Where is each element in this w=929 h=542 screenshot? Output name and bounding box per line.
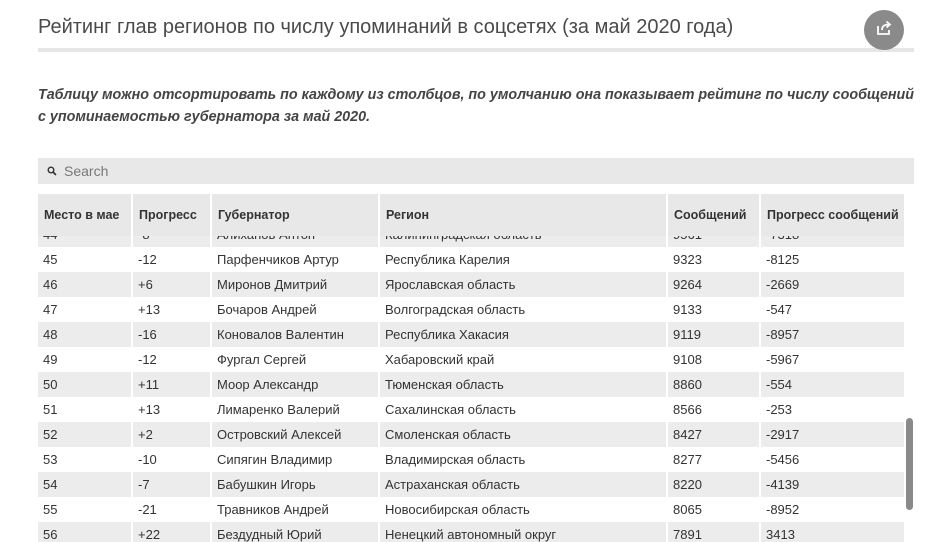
cell-place: 53 [38, 447, 133, 472]
column-header-governor[interactable]: Губернатор [212, 194, 380, 236]
table-row [38, 272, 904, 297]
title-divider [38, 48, 914, 52]
column-header-progress[interactable]: Прогресс [133, 194, 212, 236]
cell-progress: +2 [133, 422, 212, 447]
cell-messages-progress: -554 [761, 372, 904, 397]
cell-place: 54 [38, 472, 133, 497]
cell-place: 48 [38, 322, 133, 347]
table-row [38, 497, 904, 522]
cell-governor: Островский Алексей [212, 422, 380, 447]
cell-messages-progress: -5967 [766, 352, 800, 367]
cell-governor: Бабушкин Игорь [212, 472, 380, 497]
cell-messages: 9323 [668, 247, 761, 272]
cell-messages-progress: -5456 [766, 452, 800, 467]
cell-messages-progress: -4139 [761, 472, 904, 497]
share-button[interactable] [864, 10, 904, 50]
table-scrollbar[interactable] [906, 418, 913, 510]
cell-progress: +22 [133, 522, 212, 542]
description: Таблицу можно отсортировать по каждому из столбцов, по умолчанию она показывает рейтинг по числу сообщений с упоминаемостью губернатора за май 2020. [38, 87, 914, 125]
cell-messages-progress: -2669 [761, 272, 904, 297]
cell-progress: +6 [133, 272, 212, 297]
cell-place: 46 [38, 272, 133, 297]
data-table [38, 194, 904, 542]
cell-region: Астраханская область [380, 472, 668, 497]
table-row [38, 472, 904, 497]
cell-region: Волгоградская область [380, 297, 668, 322]
search-input[interactable] [64, 163, 844, 179]
cell-region: Хабаровский край [380, 347, 668, 372]
cell-progress: +13 [133, 397, 212, 422]
table-header [38, 194, 904, 236]
cell-governor: Лимаренко Валерий [212, 397, 380, 422]
table-row [38, 422, 904, 447]
cell-region: Ненецкий автономный округ [380, 522, 668, 542]
cell-messages: 8427 [668, 422, 761, 447]
column-header-region[interactable]: Регион [380, 194, 668, 236]
cell-messages: 9133 [668, 297, 761, 322]
cell-messages: 9264 [668, 272, 761, 297]
table-row [38, 347, 904, 372]
table-row [38, 397, 904, 422]
cell-messages-progress: -253 [766, 402, 793, 417]
cell-progress: -16 [133, 322, 212, 347]
cell-governor: Парфенчиков Артур [212, 247, 380, 272]
cell-progress: +13 [133, 297, 212, 322]
cell-messages: 9119 [668, 322, 761, 347]
column-header-messages-progress[interactable]: Прогресс сообщений [767, 208, 899, 222]
cell-messages: 8277 [668, 447, 761, 472]
table-row [38, 322, 904, 347]
cell-region: Новосибирская область [380, 497, 668, 522]
cell-messages: 8220 [668, 472, 761, 497]
column-header-place[interactable]: Место в мае [38, 194, 133, 236]
cell-messages-progress: -8952 [766, 502, 800, 517]
cell-place: 52 [38, 422, 133, 447]
cell-governor: Сипягин Владимир [212, 447, 380, 472]
cell-progress: -21 [133, 497, 212, 522]
cell-place: 56 [38, 522, 133, 542]
cell-messages: 8860 [668, 372, 761, 397]
cell-place: 49 [38, 347, 133, 372]
column-header-messages[interactable]: Сообщений [668, 194, 761, 236]
share-icon [875, 19, 893, 42]
cell-governor: Моор Александр [212, 372, 380, 397]
cell-messages-progress: -547 [766, 302, 793, 317]
cell-region: Республика Хакасия [380, 322, 668, 347]
cell-governor: Коновалов Валентин [212, 322, 380, 347]
cell-messages: 7891 [668, 522, 761, 542]
cell-progress: +11 [133, 372, 212, 397]
cell-place: 51 [38, 397, 133, 422]
cell-governor: Травников Андрей [212, 497, 380, 522]
cell-governor: Миронов Дмитрий [212, 272, 380, 297]
search-icon [40, 166, 64, 176]
cell-messages-progress: -8125 [766, 252, 800, 267]
cell-messages: 8566 [668, 397, 761, 422]
table-row [38, 447, 904, 472]
cell-governor: Бочаров Андрей [212, 297, 380, 322]
cell-place: 55 [38, 497, 133, 522]
cell-region: Смоленская область [380, 422, 668, 447]
table-row [38, 372, 904, 397]
cell-messages: 8065 [668, 497, 761, 522]
table-row [38, 247, 904, 272]
cell-region: Тюменская область [380, 372, 668, 397]
cell-messages: 9108 [668, 347, 761, 372]
cell-place: 50 [38, 372, 133, 397]
cell-region: Сахалинская область [380, 397, 668, 422]
cell-messages-progress: 3413 [761, 522, 904, 542]
search-bar [38, 158, 914, 184]
table-body [38, 222, 904, 542]
cell-governor: Фургал Сергей [212, 347, 380, 372]
cell-governor: Бездудный Юрий [212, 522, 380, 542]
cell-region: Ярославская область [380, 272, 668, 297]
table-row [38, 522, 904, 542]
cell-messages-progress: -8957 [761, 322, 904, 347]
table-row [38, 297, 904, 322]
cell-progress: -12 [133, 247, 212, 272]
cell-progress: -7 [133, 472, 212, 497]
page-title: Рейтинг глав регионов по числу упоминаний в соцсетях (за май 2020 года) [38, 16, 734, 38]
cell-region: Республика Карелия [380, 247, 668, 272]
cell-region: Владимирская область [380, 447, 668, 472]
cell-place: 47 [38, 297, 133, 322]
cell-progress: -12 [133, 347, 212, 372]
cell-place: 45 [38, 247, 133, 272]
cell-messages-progress: -2917 [761, 422, 904, 447]
cell-progress: -10 [133, 447, 212, 472]
